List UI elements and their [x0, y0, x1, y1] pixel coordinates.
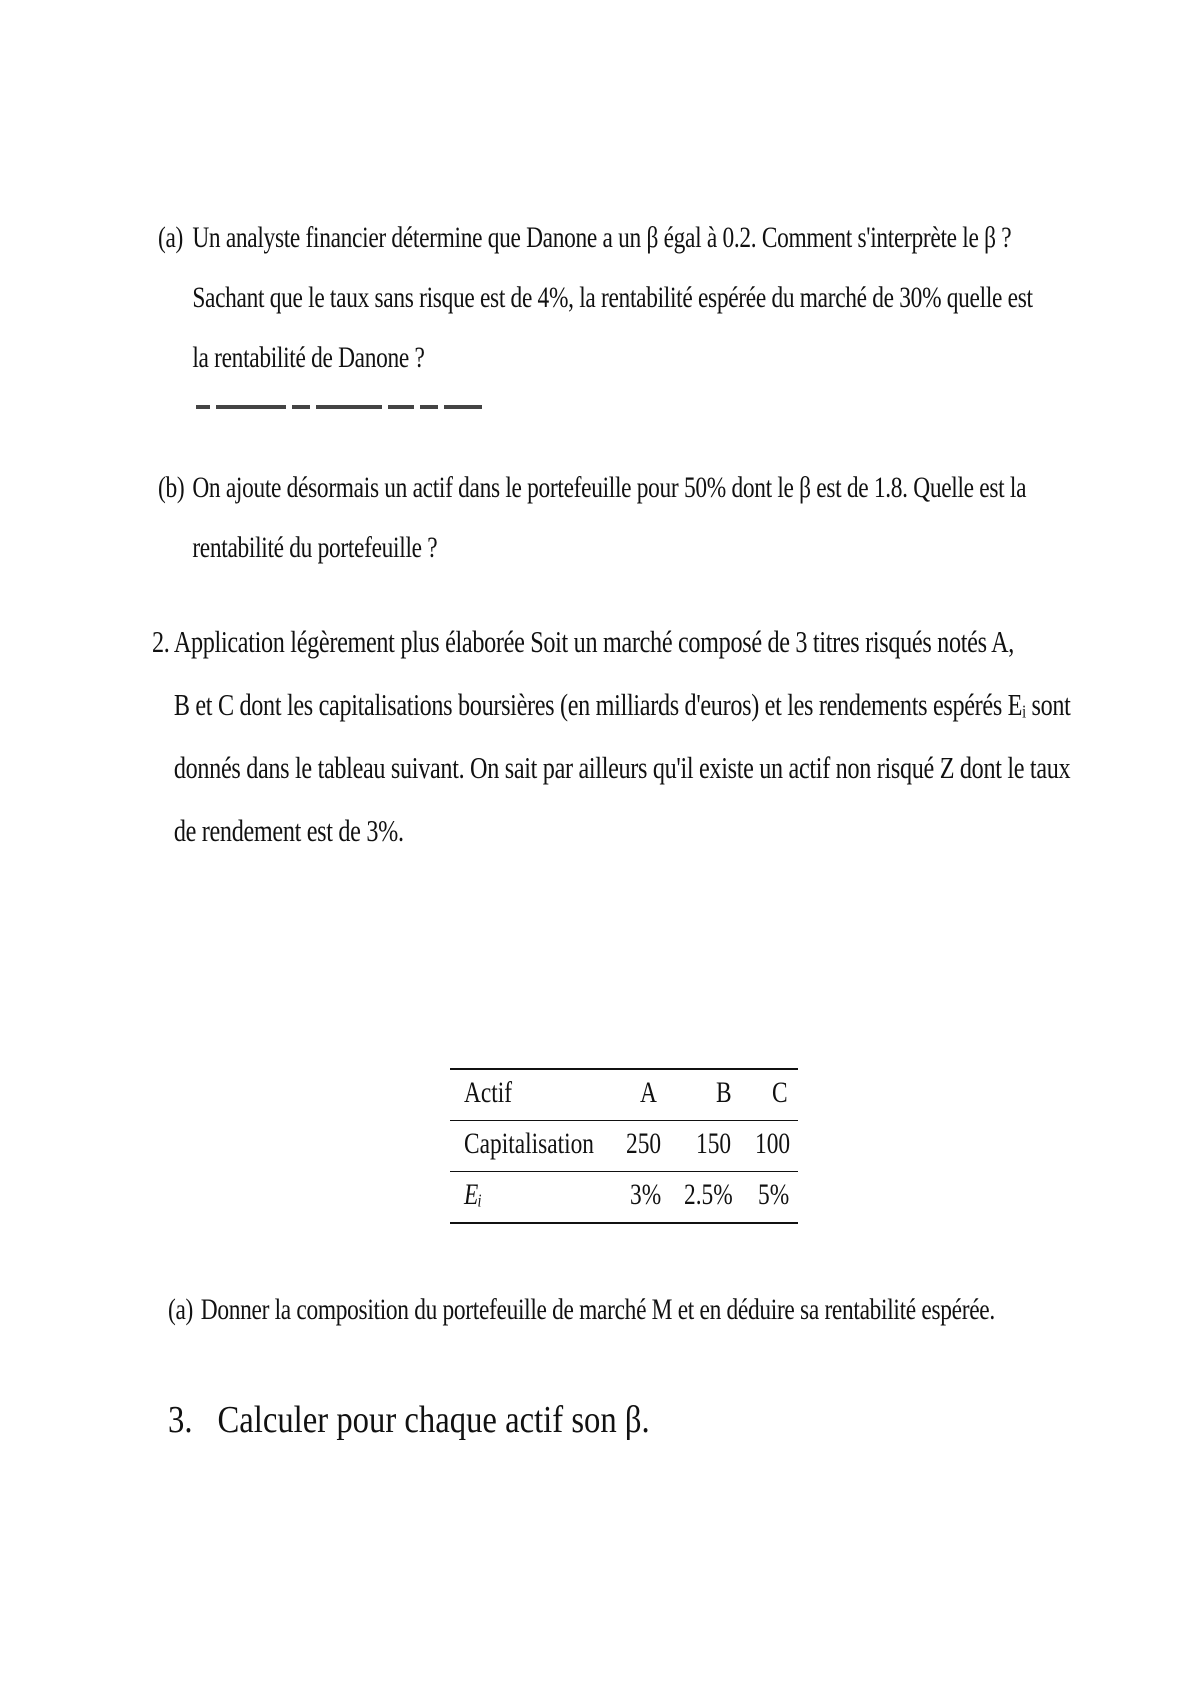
question-3-text: Calculer pour chaque actif son β. — [217, 1399, 650, 1441]
question-3-label: 3. — [168, 1399, 193, 1441]
question-2a-label: (a) — [168, 1293, 194, 1326]
assets-table — [450, 1068, 798, 1224]
table-row — [450, 1172, 798, 1222]
question-1b-label: (b) — [158, 471, 185, 504]
question-2-line-4: de rendement est de 3%. — [173, 813, 404, 848]
question-1b-line-1: On ajoute désormais un actif dans le portefeuille pour 50% dont le β est de 1.8. Quelle est la — [192, 471, 1027, 504]
question-2-label: 2. — [152, 624, 170, 659]
question-3 — [168, 1395, 650, 1445]
table-header-actif: Actif — [464, 1076, 513, 1109]
table-cell-capitalisation-b: 150 — [696, 1127, 732, 1160]
question-1a-line-3: la rentabilité de Danone ? — [192, 341, 425, 374]
question-1a-line-1: Un analyste financier détermine que Danone a un β égal à 0.2. Comment s'interprète le β ? — [192, 221, 1012, 254]
question-1a-label: (a) — [158, 221, 184, 254]
cropped-line-shape — [196, 402, 526, 412]
table-header-b: B — [716, 1076, 732, 1109]
table-header-row — [450, 1070, 798, 1120]
table-cell-ei-c: 5% — [758, 1178, 790, 1211]
table-row — [450, 1121, 798, 1171]
table-cell-ei-a: 3% — [630, 1178, 662, 1211]
table-bottom-rule — [450, 1222, 798, 1224]
question-2a-text: Donner la composition du portefeuille de marché M et en déduire sa rentabilité espérée. — [200, 1293, 995, 1326]
question-1a-line-2: Sachant que le taux sans risque est de 4%, la rentabilité espérée du marché de 30% quelle est — [192, 281, 1033, 314]
cropped-text-remnant — [196, 402, 526, 412]
table-cell-capitalisation-a: 250 — [626, 1127, 662, 1160]
table-header-c: C — [772, 1076, 788, 1109]
question-2-line-1: Application légèrement plus élaborée Soit un marché composé de 3 titres risqués notés A, — [173, 624, 1014, 659]
table-cell-capitalisation-label: Capitalisation — [464, 1127, 594, 1160]
question-2-line-3: donnés dans le tableau suivant. On sait par ailleurs qu'il existe un actif non risqué Z dont le taux — [173, 750, 1071, 785]
question-2-line-2: B et C dont les capitalisations boursières (en milliards d'euros) et les rendements espérés Eᵢ sont — [173, 687, 1071, 722]
table-header-a: A — [640, 1076, 657, 1109]
table-cell-ei-b: 2.5% — [684, 1178, 733, 1211]
table-cell-ei-label: Eᵢ — [464, 1178, 483, 1211]
question-1b-line-2: rentabilité du portefeuille ? — [192, 531, 438, 564]
table-cell-capitalisation-c: 100 — [755, 1127, 791, 1160]
